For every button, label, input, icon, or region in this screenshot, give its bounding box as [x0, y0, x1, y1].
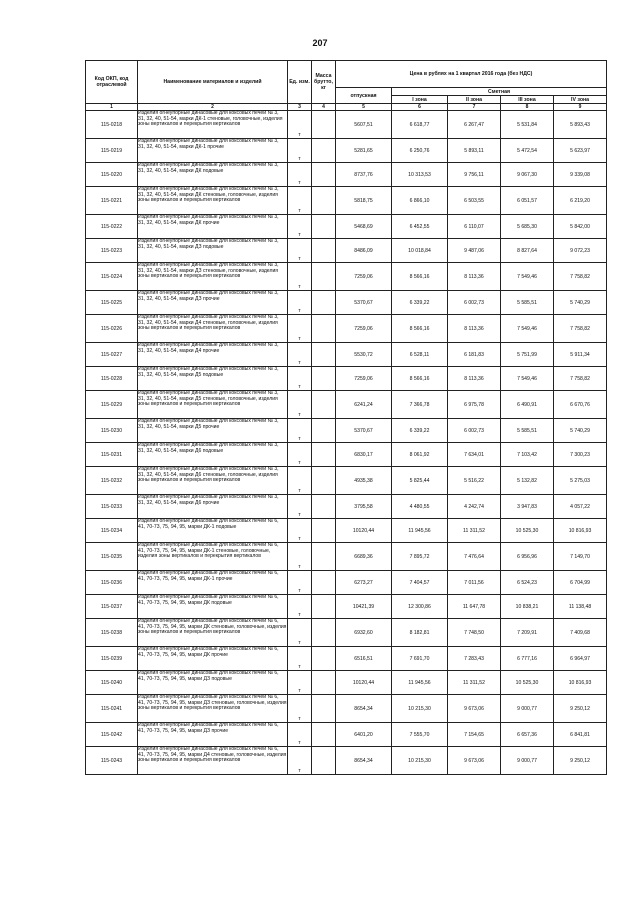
table-row — [86, 543, 607, 571]
row-zone-4-price: 10 816,93 — [554, 519, 607, 543]
row-zone-1-price: 8 566,16 — [392, 263, 448, 291]
row-mass — [312, 315, 336, 343]
row-zone-4-price: 10 816,93 — [554, 671, 607, 695]
row-mass — [312, 419, 336, 443]
row-unit: т — [288, 111, 312, 139]
header-release: отпускная — [336, 88, 392, 104]
row-unit: т — [288, 391, 312, 419]
row-release-price: 5370,67 — [336, 419, 392, 443]
row-code: 115-0238 — [86, 619, 138, 647]
row-zone-4-price: 9 072,23 — [554, 239, 607, 263]
row-name: Изделия огнеупорные динасовые для коксовых печей № 3, 31, 32, 40, 51-54, марки Д5 подовые — [138, 367, 288, 391]
row-name: Изделия огнеупорные динасовые для коксовых печей № 3, 31, 32, 40, 51-54, марки ДЗ подовые — [138, 239, 288, 263]
row-zone-1-price: 4 480,55 — [392, 495, 448, 519]
table-row — [86, 391, 607, 419]
row-name: Изделия огнеупорные динасовые для коксовых печей № 3, 31, 32, 40, 51-54, марки ДЗ прочие — [138, 291, 288, 315]
row-zone-3-price: 5 751,99 — [501, 343, 554, 367]
row-mass — [312, 723, 336, 747]
row-zone-3-price: 8 827,64 — [501, 239, 554, 263]
table-row — [86, 367, 607, 391]
row-zone-1-price: 6 866,10 — [392, 187, 448, 215]
row-release-price: 10421,39 — [336, 595, 392, 619]
row-zone-3-price: 6 524,23 — [501, 571, 554, 595]
row-release-price: 5370,67 — [336, 291, 392, 315]
row-zone-4-price: 5 911,34 — [554, 343, 607, 367]
row-zone-2-price: 7 283,43 — [448, 647, 501, 671]
row-code: 115-0227 — [86, 343, 138, 367]
row-name: Изделия огнеупорные динасовые для коксовых печей № 3, 31, 32, 40, 51-54, марки ДЗ стеновые, головочные, изделия зоны вертикалов и перекрытия вертикалов — [138, 263, 288, 291]
row-name: Изделия огнеупорные динасовые для коксовых печей № 3, 31, 32, 40, 51-54, марки ДК-1 прочие — [138, 139, 288, 163]
row-mass — [312, 619, 336, 647]
row-release-price: 8654,34 — [336, 695, 392, 723]
row-release-price: 8737,76 — [336, 163, 392, 187]
row-zone-4-price: 7 149,70 — [554, 543, 607, 571]
row-zone-2-price: 8 113,36 — [448, 315, 501, 343]
row-zone-2-price: 6 002,73 — [448, 419, 501, 443]
row-release-price: 5281,65 — [336, 139, 392, 163]
row-mass — [312, 671, 336, 695]
row-name: Изделия огнеупорные динасовые для коксовых печей № 3, 31, 32, 40, 51-54, марки ДК прочие — [138, 215, 288, 239]
row-zone-2-price: 7 748,50 — [448, 619, 501, 647]
row-code: 115-0242 — [86, 723, 138, 747]
row-zone-2-price: 5 893,11 — [448, 139, 501, 163]
row-zone-1-price: 6 339,22 — [392, 419, 448, 443]
row-zone-1-price: 8 566,16 — [392, 367, 448, 391]
row-code: 115-0235 — [86, 543, 138, 571]
row-zone-1-price: 6 452,55 — [392, 215, 448, 239]
row-zone-2-price: 6 267,47 — [448, 111, 501, 139]
table-row — [86, 495, 607, 519]
row-zone-2-price: 8 113,36 — [448, 367, 501, 391]
row-mass — [312, 647, 336, 671]
row-zone-1-price: 10 313,53 — [392, 163, 448, 187]
header-price-title: Цена в рублях на 1 квартал 2016 года (без НДС) — [336, 61, 607, 88]
column-number: 2 — [138, 104, 288, 111]
row-release-price: 6830,17 — [336, 443, 392, 467]
table-row — [86, 215, 607, 239]
row-zone-4-price: 7 758,82 — [554, 367, 607, 391]
table-row — [86, 139, 607, 163]
header-zone-1: I зона — [392, 96, 448, 104]
row-zone-4-price: 6 670,76 — [554, 391, 607, 419]
row-name: Изделия огнеупорные динасовые для коксовых печей № 3, 31, 32, 40, 51-54, марки ДК подовые — [138, 163, 288, 187]
row-zone-4-price: 7 758,82 — [554, 263, 607, 291]
column-number: 7 — [448, 104, 501, 111]
row-name: Изделия огнеупорные динасовые для коксовых печей № 3, 31, 32, 40, 51-54, марки Д6 прочие — [138, 495, 288, 519]
row-zone-2-price: 9 673,06 — [448, 695, 501, 723]
row-unit: т — [288, 443, 312, 467]
column-number: 5 — [336, 104, 392, 111]
row-zone-1-price: 5 825,44 — [392, 467, 448, 495]
row-code: 115-0237 — [86, 595, 138, 619]
header-zone-3: III зона — [501, 96, 554, 104]
row-zone-3-price: 5 585,51 — [501, 291, 554, 315]
row-code: 115-0219 — [86, 139, 138, 163]
row-code: 115-0243 — [86, 747, 138, 775]
row-name: Изделия огнеупорные динасовые для коксовых печей № 6, 41, 70-73, 75, 94, 95, марки Д4 стеновые, головочные, изделия зоны вертикалов и перекрытия вертикалов — [138, 747, 288, 775]
table-row — [86, 695, 607, 723]
column-number: 4 — [312, 104, 336, 111]
row-code: 115-0230 — [86, 419, 138, 443]
row-name: Изделия огнеупорные динасовые для коксовых печей № 6, 41, 70-73, 75, 94, 95, марки ДК подовые — [138, 595, 288, 619]
row-zone-4-price: 9 250,12 — [554, 695, 607, 723]
row-zone-1-price: 10 215,30 — [392, 695, 448, 723]
row-name: Изделия огнеупорные динасовые для коксовых печей № 6, 41, 70-73, 75, 94, 95, марки ДК-1 стеновые, головочные, изделия зоны вертикалов и перекрытия вертикалов — [138, 543, 288, 571]
table-row — [86, 671, 607, 695]
row-zone-3-price: 7 549,46 — [501, 367, 554, 391]
row-release-price: 8486,09 — [336, 239, 392, 263]
row-code: 115-0218 — [86, 111, 138, 139]
column-number: 1 — [86, 104, 138, 111]
row-release-price: 10120,44 — [336, 519, 392, 543]
row-release-price: 6689,36 — [336, 543, 392, 571]
row-zone-2-price: 6 002,73 — [448, 291, 501, 315]
row-mass — [312, 747, 336, 775]
row-mass — [312, 239, 336, 263]
row-zone-3-price: 6 777,16 — [501, 647, 554, 671]
row-zone-4-price: 6 964,97 — [554, 647, 607, 671]
row-unit: т — [288, 163, 312, 187]
row-unit: т — [288, 571, 312, 595]
row-name: Изделия огнеупорные динасовые для коксовых печей № 3, 31, 32, 40, 51-54, марки Д5 стеновые, головочные, изделия зоны вертикалов и перекрытия вертикалов — [138, 391, 288, 419]
row-zone-4-price: 5 740,29 — [554, 291, 607, 315]
row-name: Изделия огнеупорные динасовые для коксовых печей № 3, 31, 32, 40, 51-54, марки Д6 стеновые, головочные, изделия зоны вертикалов и перекрытия вертикалов — [138, 467, 288, 495]
column-number: 9 — [554, 104, 607, 111]
table-row — [86, 291, 607, 315]
row-unit: т — [288, 543, 312, 571]
row-mass — [312, 291, 336, 315]
row-release-price: 10120,44 — [336, 671, 392, 695]
row-release-price: 6516,51 — [336, 647, 392, 671]
row-name: Изделия огнеупорные динасовые для коксовых печей № 3, 31, 32, 40, 51-54, марки Д6 подовые — [138, 443, 288, 467]
row-release-price: 5530,72 — [336, 343, 392, 367]
row-code: 115-0234 — [86, 519, 138, 543]
row-release-price: 7259,06 — [336, 263, 392, 291]
row-zone-2-price: 5 516,22 — [448, 467, 501, 495]
header-name: Наименование материалов и изделий — [138, 61, 288, 104]
row-code: 115-0225 — [86, 291, 138, 315]
row-unit: т — [288, 215, 312, 239]
row-zone-2-price: 7 476,64 — [448, 543, 501, 571]
row-code: 115-0240 — [86, 671, 138, 695]
row-unit: т — [288, 315, 312, 343]
row-name: Изделия огнеупорные динасовые для коксовых печей № 6, 41, 70-73, 75, 94, 95, марки ДЗ подовые — [138, 671, 288, 695]
row-zone-3-price: 7 549,46 — [501, 263, 554, 291]
row-zone-3-price: 9 067,30 — [501, 163, 554, 187]
row-zone-1-price: 6 618,77 — [392, 111, 448, 139]
row-mass — [312, 495, 336, 519]
row-zone-3-price: 3 947,83 — [501, 495, 554, 519]
row-zone-3-price: 9 000,77 — [501, 695, 554, 723]
row-release-price: 4935,38 — [336, 467, 392, 495]
row-code: 115-0221 — [86, 187, 138, 215]
row-name: Изделия огнеупорные динасовые для коксовых печей № 3, 31, 32, 40, 51-54, марки ДК стеновые, головочные, изделия зоны вертикалов и перекрытия вертикалов — [138, 187, 288, 215]
row-zone-4-price: 9 250,12 — [554, 747, 607, 775]
row-code: 115-0232 — [86, 467, 138, 495]
row-zone-1-price: 12 300,86 — [392, 595, 448, 619]
row-unit: т — [288, 263, 312, 291]
table-row — [86, 619, 607, 647]
row-unit: т — [288, 291, 312, 315]
row-zone-2-price: 9 756,11 — [448, 163, 501, 187]
row-zone-3-price: 5 585,51 — [501, 419, 554, 443]
table-row — [86, 595, 607, 619]
row-unit: т — [288, 343, 312, 367]
row-zone-3-price: 6 956,96 — [501, 543, 554, 571]
row-zone-2-price: 7 011,56 — [448, 571, 501, 595]
row-zone-1-price: 11 945,56 — [392, 519, 448, 543]
table-row — [86, 163, 607, 187]
row-code: 115-0229 — [86, 391, 138, 419]
row-zone-3-price: 6 657,36 — [501, 723, 554, 747]
row-mass — [312, 467, 336, 495]
table-row — [86, 263, 607, 291]
row-unit: т — [288, 187, 312, 215]
header-unit: Ед. изм. — [288, 61, 312, 104]
row-zone-4-price: 7 758,82 — [554, 315, 607, 343]
row-zone-3-price: 6 490,91 — [501, 391, 554, 419]
row-zone-1-price: 8 182,81 — [392, 619, 448, 647]
row-zone-4-price: 4 057,22 — [554, 495, 607, 519]
row-zone-2-price: 6 975,78 — [448, 391, 501, 419]
row-zone-1-price: 10 215,30 — [392, 747, 448, 775]
row-release-price: 6401,20 — [336, 723, 392, 747]
row-name: Изделия огнеупорные динасовые для коксовых печей № 3, 31, 32, 40, 51-54, марки Д4 прочие — [138, 343, 288, 367]
row-unit: т — [288, 647, 312, 671]
table-row — [86, 443, 607, 467]
row-code: 115-0228 — [86, 367, 138, 391]
row-zone-2-price: 11 311,52 — [448, 519, 501, 543]
row-release-price: 7259,06 — [336, 315, 392, 343]
row-zone-4-price: 7 409,68 — [554, 619, 607, 647]
row-zone-1-price: 7 895,72 — [392, 543, 448, 571]
row-zone-3-price: 10 525,30 — [501, 671, 554, 695]
row-unit: т — [288, 723, 312, 747]
row-code: 115-0239 — [86, 647, 138, 671]
row-zone-2-price: 11 647,78 — [448, 595, 501, 619]
table-row — [86, 647, 607, 671]
row-zone-1-price: 8 566,16 — [392, 315, 448, 343]
row-name: Изделия огнеупорные динасовые для коксовых печей № 3, 31, 32, 40, 51-54, марки Д4 стеновые, головочные, изделия зоны вертикалов и перекрытия вертикалов — [138, 315, 288, 343]
row-mass — [312, 367, 336, 391]
row-zone-4-price: 6 704,99 — [554, 571, 607, 595]
row-zone-4-price: 5 275,03 — [554, 467, 607, 495]
row-code: 115-0231 — [86, 443, 138, 467]
row-unit: т — [288, 367, 312, 391]
table-row — [86, 723, 607, 747]
table-body — [86, 111, 607, 775]
row-zone-4-price: 5 893,43 — [554, 111, 607, 139]
table-row — [86, 519, 607, 543]
row-zone-2-price: 6 503,55 — [448, 187, 501, 215]
row-release-price: 5468,69 — [336, 215, 392, 239]
row-zone-2-price: 8 113,36 — [448, 263, 501, 291]
row-release-price: 7259,06 — [336, 367, 392, 391]
row-unit: т — [288, 239, 312, 263]
row-zone-2-price: 6 110,07 — [448, 215, 501, 239]
row-zone-2-price: 7 154,65 — [448, 723, 501, 747]
row-code: 115-0241 — [86, 695, 138, 723]
row-mass — [312, 695, 336, 723]
column-number: 8 — [501, 104, 554, 111]
header-zone-2: II зона — [448, 96, 501, 104]
row-mass — [312, 391, 336, 419]
row-zone-4-price: 9 339,08 — [554, 163, 607, 187]
row-release-price: 6241,24 — [336, 391, 392, 419]
row-code: 115-0224 — [86, 263, 138, 291]
row-mass — [312, 443, 336, 467]
row-zone-3-price: 7 549,46 — [501, 315, 554, 343]
row-name: Изделия огнеупорные динасовые для коксовых печей № 6, 41, 70-73, 75, 94, 95, марки ДК-1 подовые — [138, 519, 288, 543]
row-zone-4-price: 11 138,48 — [554, 595, 607, 619]
row-name: Изделия огнеупорные динасовые для коксовых печей № 6, 41, 70-73, 75, 94, 95, марки ДК стеновые, головочные, изделия зоны вертикалов и перекрытия вертикалов — [138, 619, 288, 647]
row-zone-1-price: 7 555,70 — [392, 723, 448, 747]
row-zone-3-price: 5 531,84 — [501, 111, 554, 139]
row-zone-4-price: 6 219,20 — [554, 187, 607, 215]
row-zone-1-price: 7 404,57 — [392, 571, 448, 595]
row-unit: т — [288, 519, 312, 543]
table-row — [86, 747, 607, 775]
row-zone-1-price: 7 366,78 — [392, 391, 448, 419]
table-row — [86, 419, 607, 443]
row-release-price: 5818,75 — [336, 187, 392, 215]
table-row — [86, 343, 607, 367]
row-unit: т — [288, 139, 312, 163]
row-zone-3-price: 9 000,77 — [501, 747, 554, 775]
table-row — [86, 315, 607, 343]
row-zone-4-price: 7 300,23 — [554, 443, 607, 467]
row-mass — [312, 139, 336, 163]
row-mass — [312, 595, 336, 619]
row-zone-1-price: 6 339,22 — [392, 291, 448, 315]
row-zone-3-price: 6 051,57 — [501, 187, 554, 215]
row-name: Изделия огнеупорные динасовые для коксовых печей № 3, 31, 32, 40, 51-54, марки ДК-1 стеновые, головочные, изделия зоны вертикалов и перекрытия вертикалов — [138, 111, 288, 139]
row-zone-3-price: 7 103,42 — [501, 443, 554, 467]
row-name: Изделия огнеупорные динасовые для коксовых печей № 6, 41, 70-73, 75, 94, 95, марки ДК прочие — [138, 647, 288, 671]
row-release-price: 6273,27 — [336, 571, 392, 595]
row-mass — [312, 543, 336, 571]
row-unit: т — [288, 595, 312, 619]
page-number: 207 — [312, 38, 328, 48]
row-zone-4-price: 6 841,81 — [554, 723, 607, 747]
table-row — [86, 111, 607, 139]
row-zone-1-price: 11 945,56 — [392, 671, 448, 695]
row-release-price: 5607,51 — [336, 111, 392, 139]
row-unit: т — [288, 495, 312, 519]
row-zone-4-price: 5 842,00 — [554, 215, 607, 239]
row-code: 115-0223 — [86, 239, 138, 263]
table-row — [86, 187, 607, 215]
column-number: 6 — [392, 104, 448, 111]
table-row — [86, 239, 607, 263]
row-name: Изделия огнеупорные динасовые для коксовых печей № 6, 41, 70-73, 75, 94, 95, марки ДЗ стеновые, головочные, изделия зоны вертикалов и перекрытия вертикалов — [138, 695, 288, 723]
row-unit: т — [288, 419, 312, 443]
row-zone-2-price: 9 673,06 — [448, 747, 501, 775]
row-mass — [312, 215, 336, 239]
row-mass — [312, 343, 336, 367]
row-code: 115-0233 — [86, 495, 138, 519]
row-unit: т — [288, 619, 312, 647]
row-unit: т — [288, 695, 312, 723]
row-zone-3-price: 10 525,30 — [501, 519, 554, 543]
row-name: Изделия огнеупорные динасовые для коксовых печей № 6, 41, 70-73, 75, 94, 95, марки ДК-1 прочие — [138, 571, 288, 595]
row-zone-1-price: 8 061,92 — [392, 443, 448, 467]
row-zone-3-price: 5 132,82 — [501, 467, 554, 495]
row-zone-3-price: 5 472,54 — [501, 139, 554, 163]
row-mass — [312, 519, 336, 543]
row-zone-3-price: 7 209,91 — [501, 619, 554, 647]
row-zone-2-price: 7 634,01 — [448, 443, 501, 467]
row-code: 115-0220 — [86, 163, 138, 187]
row-mass — [312, 111, 336, 139]
row-mass — [312, 571, 336, 595]
row-mass — [312, 263, 336, 291]
row-mass — [312, 187, 336, 215]
row-zone-2-price: 11 311,52 — [448, 671, 501, 695]
header-estimate: Сметная — [392, 88, 607, 96]
row-unit: т — [288, 747, 312, 775]
table-row — [86, 571, 607, 595]
row-zone-1-price: 10 018,84 — [392, 239, 448, 263]
row-name: Изделия огнеупорные динасовые для коксовых печей № 6, 41, 70-73, 75, 94, 95, марки ДЗ прочие — [138, 723, 288, 747]
row-name: Изделия огнеупорные динасовые для коксовых печей № 3, 31, 32, 40, 51-54, марки Д5 прочие — [138, 419, 288, 443]
header-mass: Масса брутто, кг — [312, 61, 336, 104]
header-zone-4: IV зона — [554, 96, 607, 104]
row-release-price: 8654,34 — [336, 747, 392, 775]
row-zone-3-price: 5 685,30 — [501, 215, 554, 239]
row-zone-3-price: 10 838,21 — [501, 595, 554, 619]
row-mass — [312, 163, 336, 187]
header-code: Код ОКП, код отраслевой — [86, 61, 138, 104]
row-zone-1-price: 6 528,11 — [392, 343, 448, 367]
row-zone-1-price: 7 691,70 — [392, 647, 448, 671]
row-zone-2-price: 9 487,06 — [448, 239, 501, 263]
row-unit: т — [288, 467, 312, 495]
row-zone-2-price: 6 181,83 — [448, 343, 501, 367]
row-release-price: 6932,60 — [336, 619, 392, 647]
row-release-price: 3795,58 — [336, 495, 392, 519]
row-zone-2-price: 4 242,74 — [448, 495, 501, 519]
row-unit: т — [288, 671, 312, 695]
price-table — [85, 60, 607, 775]
row-code: 115-0236 — [86, 571, 138, 595]
column-number: 3 — [288, 104, 312, 111]
table-row — [86, 467, 607, 495]
row-zone-4-price: 5 740,29 — [554, 419, 607, 443]
row-zone-4-price: 5 623,97 — [554, 139, 607, 163]
row-code: 115-0226 — [86, 315, 138, 343]
row-code: 115-0222 — [86, 215, 138, 239]
row-zone-1-price: 6 250,76 — [392, 139, 448, 163]
